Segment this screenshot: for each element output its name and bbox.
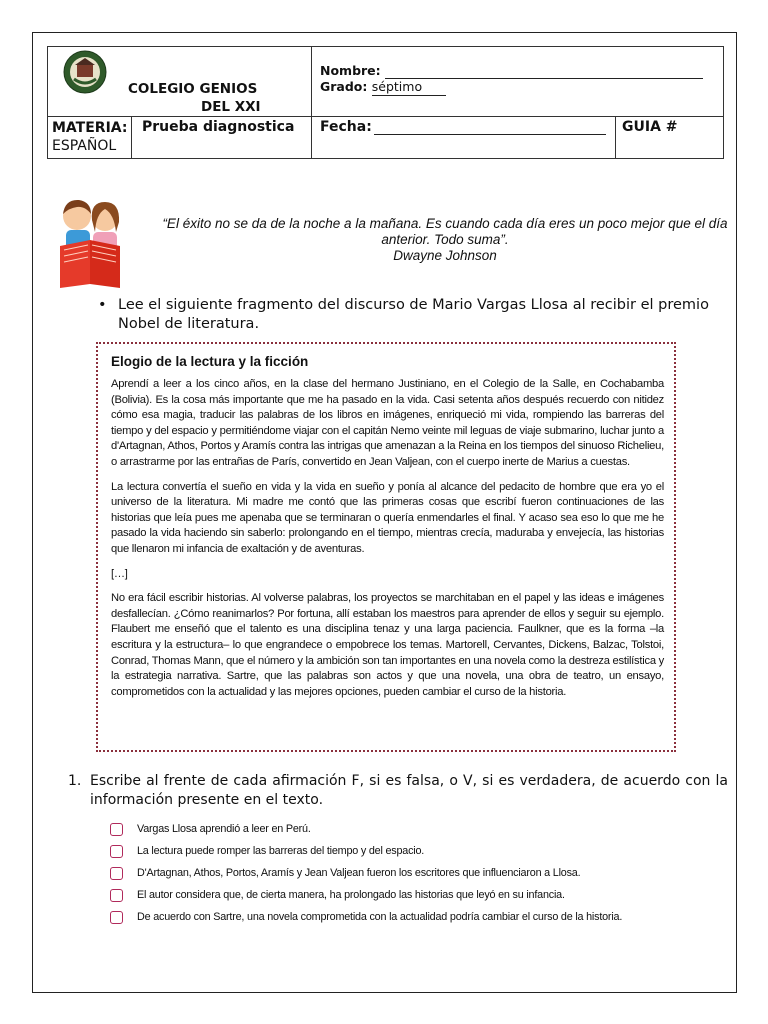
statement-text: Vargas Llosa aprendió a leer en Perú. (137, 823, 311, 835)
quote (150, 216, 740, 264)
statement-item (110, 888, 710, 910)
materia-label: MATERIA: (52, 120, 128, 136)
school-name (128, 80, 261, 116)
excerpt-box (96, 342, 676, 752)
materia-cell (48, 117, 132, 159)
checkbox[interactable] (110, 911, 123, 924)
statement-text: La lectura puede romper las barreras del tiempo y del espacio. (137, 845, 425, 857)
statement-item (110, 844, 710, 866)
quote-author: Dwayne Johnson (393, 248, 497, 263)
excerpt-paragraph-2: La lectura convertía el sueño en vida y la vida en sueño y ponía al alcance del pedacito de hombre que era yo el universo de la literatura. Mi madre me contó que las primeras cosas que escribí fueron continuaciones de las historias que leía pues me apenaba que se terminaran o quería enmendarles el final. Y acaso sea eso lo que me he pasado la vida haciendo sin saberlo: prolongando en el tiempo, mientras crecía, maduraba y envejecía, las historias que llenaron mi infancia de exaltación y de aventuras. (111, 480, 664, 555)
statement-text: De acuerdo con Sartre, una novela comprometida con la actualidad podría cambiar el curso de la historia. (137, 911, 623, 923)
checkbox[interactable] (110, 845, 123, 858)
kids-reading-illustration (50, 194, 130, 290)
statement-list (110, 822, 710, 932)
materia-value: ESPAÑOL (52, 138, 117, 154)
fecha-field[interactable] (374, 120, 606, 135)
question-text: Escribe al frente de cada afirmación F, si es falsa, o V, si es verdadera, de acuerdo con la información presente en el texto. (90, 773, 728, 808)
name-grade-cell (312, 47, 724, 117)
question-number: 1. (68, 773, 82, 789)
grado-label: Grado: (320, 79, 368, 94)
fecha-cell (312, 117, 616, 159)
excerpt-ellipsis: […] (111, 567, 128, 580)
prueba-title: Prueba diagnostica (132, 117, 312, 159)
excerpt-paragraph-3: No era fácil escribir historias. Al volverse palabras, los proyectos se marchitaban en el papel y las ideas e imágenes desfallecían. ¿Cómo reanimarlos? Por fortuna, allí estaban los maestros para aprender de ellos y seguir su ejemplo. Flaubert me enseñó que el talento es una disciplina tenaz y una larga paciencia. Faulkner, que es la forma –la escritura y la estructura– lo que engrandece o empobrece los temas. Martorell, Cervantes, Dickens, Balzac, Tolstoi, Conrad, Thomas Mann, que el número y la ambición son tan importantes en una novela como la destreza estilística y la estrategia narrativa. Sartre, que las palabras son actos y que una novela, una obra de teatro, un ensayo, comprometidos con la actualidad y las mejores opciones, pueden cambiar el curso de la historia. (111, 592, 664, 698)
checkbox[interactable] (110, 889, 123, 902)
school-logo (60, 49, 110, 95)
grado-field[interactable]: séptimo (372, 79, 446, 96)
checkbox[interactable] (110, 867, 123, 880)
statement-item (110, 910, 710, 932)
guia-label: GUIA # (616, 117, 724, 159)
instruction: • Lee el siguiente fragmento del discurso de Mario Vargas Llosa al recibir el premio Nobel de literatura. (118, 296, 726, 334)
excerpt-title: Elogio de la lectura y la ficción (111, 354, 309, 369)
school-line1: COLEGIO GENIOS (128, 81, 258, 97)
question-1 (68, 772, 728, 810)
fecha-label: Fecha: (320, 119, 372, 135)
school-line2: DEL XXI (201, 99, 261, 115)
statement-item (110, 822, 710, 844)
header-table (47, 46, 724, 159)
nombre-label: Nombre: (320, 63, 381, 78)
statement-text: El autor considera que, de cierta manera, ha prolongado las historias que leyó en su infancia. (137, 889, 565, 901)
excerpt-paragraph-1: Aprendí a leer a los cinco años, en la clase del hermano Justiniano, en el Colegio de la Salle, en Cochabamba (Bolivia). Es la cosa más importante que me ha pasado en la vida. Casi setenta años después recuerdo con nitidez cómo esa magia, traducir las palabras de los libros en imágenes, enriqueció mi vida, rompiendo las barreras del tiempo y del espacio y permitiéndome viajar con el capitán Nemo veinte mil leguas de viaje submarino, luchar junto a d'Artagnan, Athos, Portos y Aramís contra las intrigas que amenazan a la Reina en los tiempos del sinuoso Richelieu, o arrastrarme por las entrañas de París, convertido en Jean Valjean, con el cuerpo inerte de Marius a cuestas. (111, 378, 664, 468)
statement-text: D'Artagnan, Athos, Portos, Aramís y Jean Valjean fueron los escritores que influenciaron a Llosa. (137, 867, 581, 879)
school-cell (48, 47, 312, 117)
quote-text: “El éxito no se da de la noche a la mañana. Es cuando cada día eres un poco mejor que el día anterior. Todo suma”. (162, 216, 728, 247)
statement-item (110, 866, 710, 888)
checkbox[interactable] (110, 823, 123, 836)
